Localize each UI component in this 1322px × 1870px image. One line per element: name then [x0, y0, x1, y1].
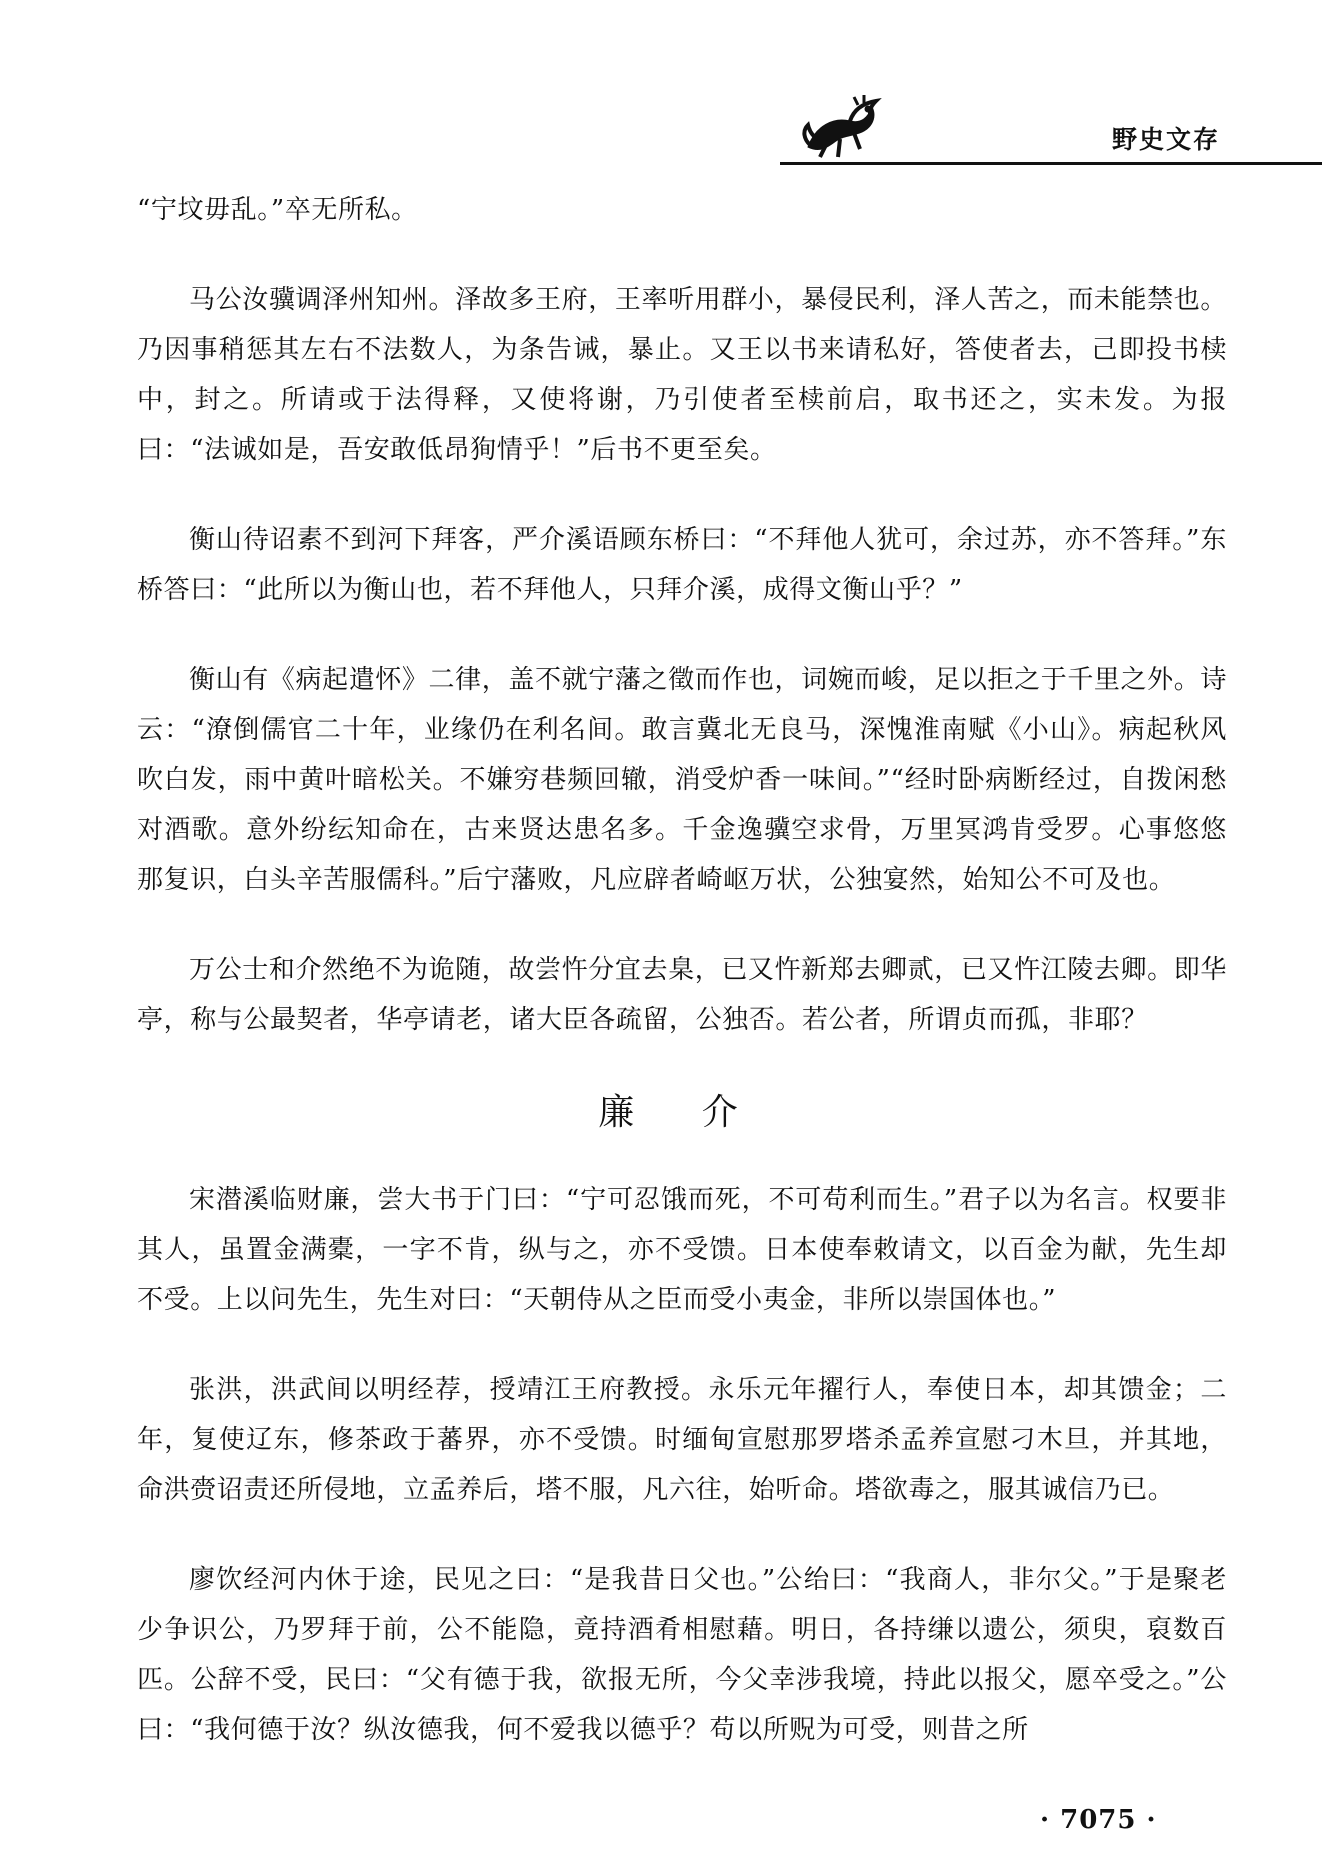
header-rule [780, 162, 1322, 165]
paragraph: 衡山待诏素不到河下拜客，严介溪语顾东桥曰：“不拜他人犹可，余过苏，亦不答拜。”东桥答曰：“此所以为衡山也，若不拜他人，只拜介溪，成得文衡山乎？” [137, 525, 1227, 605]
page-body [137, 185, 1227, 1795]
paragraph: 万公士和介然绝不为诡随，故尝忤分宜去臬，已又忤新郑去卿贰，已又忤江陵去卿。即华亭，称与公最契者，华亭请老，诸大臣各疏留，公独否。若公者，所谓贞而孤，非耶？ [137, 955, 1227, 1035]
paragraph-continued: “宁坟毋乱。”卒无所私。 [137, 195, 418, 225]
paragraph: 张洪，洪武间以明经荐，授靖江王府教授。永乐元年擢行人，奉使日本，却其馈金；二年，复使辽东，修茶政于蕃界，亦不受馈。时缅甸宣慰那罗塔杀孟养宣慰刁木旦，并其地，命洪赍诏责还所侵地，立孟养后，塔不服，凡六往，始听命。塔欲毒之，服其诚信乃已。 [137, 1375, 1227, 1505]
paragraph: 廖饮经河内休于途，民见之曰：“是我昔日父也。”公绐曰：“我商人，非尔父。”于是聚老少争识公，乃罗拜于前，公不能隐，竟持酒肴相慰藉。明日，各持缣以遗公，须臾，裒数百匹。公辞不受，民曰：“父有德于我，欲报无所，今父幸涉我境，持此以报父，愿卒受之。”公曰：“我何德于汝？纵汝德我，何不爱我以德乎？苟以所贶为可受，则昔之所 [137, 1565, 1227, 1745]
header-title: 野史文存 [1111, 125, 1220, 154]
paragraph: 宋潜溪临财廉，尝大书于门曰：“宁可忍饿而死，不可苟利而生。”君子以为名言。权要非其人，虽置金满橐，一字不肯，纵与之，亦不受馈。日本使奉敕请文，以百金为献，先生却不受。上以问先生，先生对曰：“天朝侍从之臣而受小夷金，非所以崇国体也。” [137, 1185, 1227, 1315]
paragraph: 马公汝骥调泽州知州。泽故多王府，王率听用群小，暴侵民利，泽人苦之，而未能禁也。乃因事稍惩其左右不法数人，为条告诫，暴止。又王以书来请私好，答使者去，己即投书椟中，封之。所请或于法得释，又使将谢，乃引使者至椟前启，取书还之，实未发。为报曰：“法诚如是，吾安敢低昂狥情乎！”后书不更至矣。 [137, 285, 1227, 465]
section-title: 廉 介 [598, 1092, 766, 1133]
page-header [130, 95, 1230, 165]
paragraph: 衡山有《病起遣怀》二律，盖不就宁藩之徵而作也，词婉而峻，足以拒之于千里之外。诗云：“潦倒儒官二十年，业缘仍在利名间。敢言冀北无良马，深愧淮南赋《小山》。病起秋风吹白发，雨中黄叶暗松关。不嫌穷巷频回辙，消受炉香一味间。”“经时卧病断经过，自拨闲愁对酒歌。意外纷纭知命在，古来贤达患名多。千金逸骥空求骨，万里冥鸿肯受罗。心事悠悠那复识，白头辛苦服儒科。”后宁藩败，凡应辟者崎岖万状，公独宴然，始知公不可及也。 [137, 665, 1227, 895]
dragon-emblem-icon [798, 95, 888, 163]
page-number: · 7075 · [1040, 1805, 1157, 1835]
